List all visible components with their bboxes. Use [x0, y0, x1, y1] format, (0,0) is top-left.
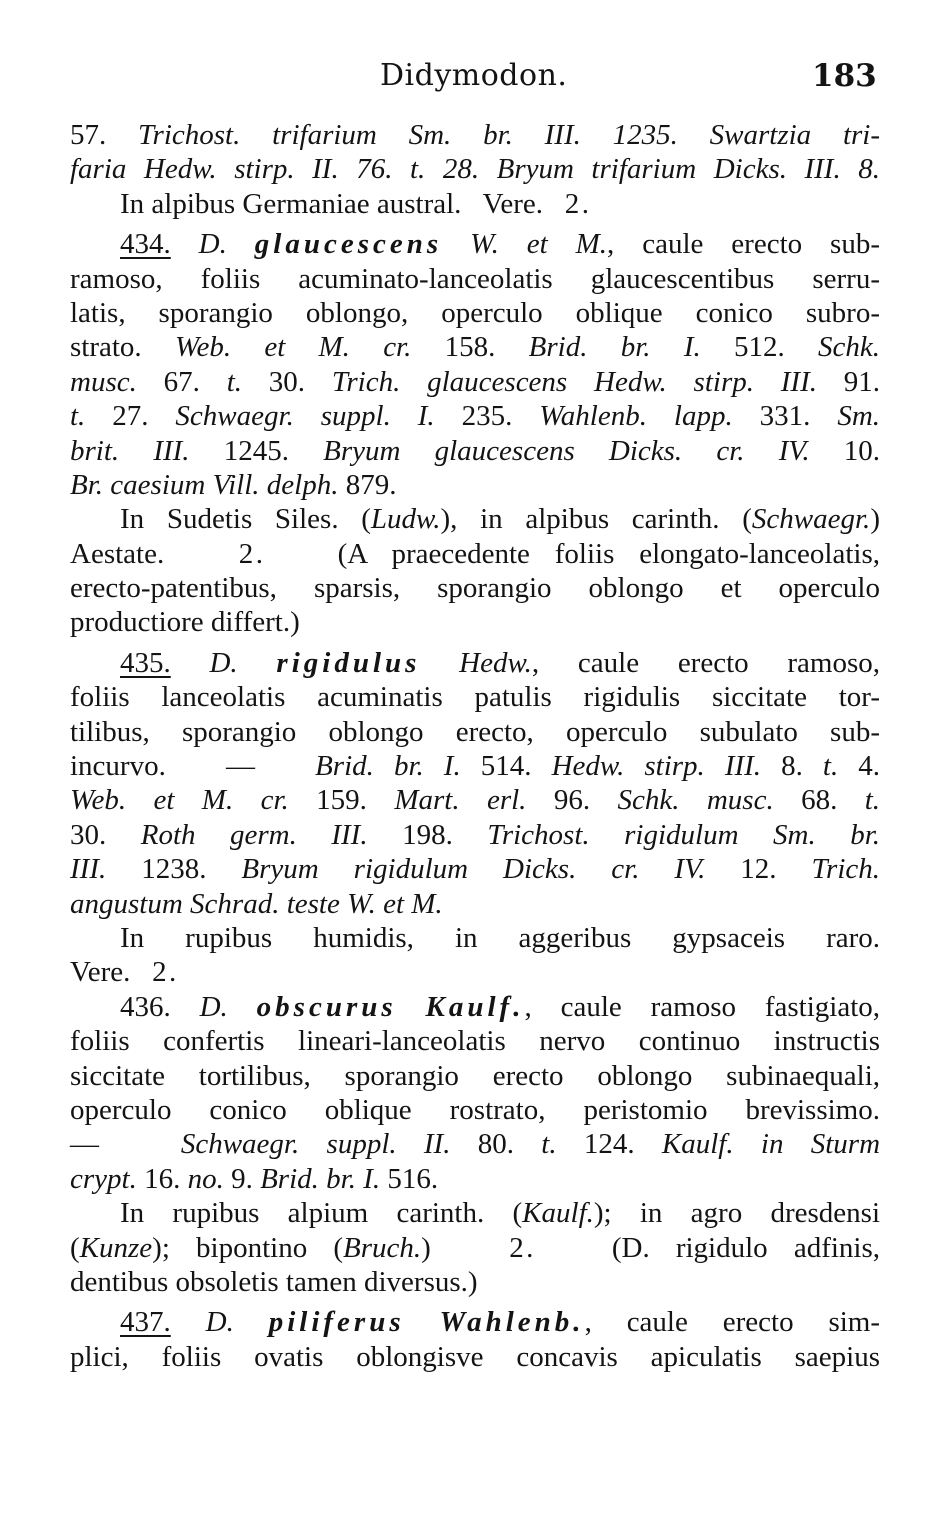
text-line: [70, 1093, 880, 1127]
italic-run: faria Hedw. stirp. II. 76. t. 28. Bryum trifarium Dicks. III. 8.: [70, 153, 880, 186]
text-run: 516.: [380, 1162, 439, 1195]
text-run: 30.: [70, 818, 141, 851]
text-run: erecto-patentibus, sparsis, sporangio oblongo et operculo: [70, 572, 880, 605]
italic-run: Hedw.: [459, 646, 532, 679]
text-run: productiore differt.): [70, 606, 300, 639]
text-line: [70, 1059, 880, 1093]
italic-run: Bruch.: [343, 1231, 422, 1264]
text-run: [228, 991, 257, 1023]
italic-run: Trichost. rigidulum Sm. br.: [487, 818, 881, 851]
text-run: ): [870, 503, 880, 536]
text-run: 514.: [460, 750, 552, 783]
text-line: [70, 680, 880, 714]
italic-run: Bryum glaucescens Dicks. cr. IV.: [323, 434, 810, 467]
text-run: , caule erecto ramoso,: [531, 646, 880, 679]
italic-run: Ludw.: [370, 503, 441, 536]
text-run: 80.: [450, 1128, 542, 1161]
text-line: [70, 365, 880, 399]
text-line: [70, 118, 880, 152]
text-line: [70, 749, 880, 783]
italic-run: no.: [187, 1162, 224, 1195]
text-run: dentibus obsoletis tamen diversus.): [70, 1265, 478, 1298]
text-line: [70, 330, 880, 364]
italic-run: Trich.: [811, 853, 880, 886]
text-run: 30.: [242, 365, 332, 398]
italic-run: Roth germ. III.: [140, 818, 368, 851]
text-line: [70, 1127, 880, 1161]
text-line: [70, 502, 880, 536]
text-run: ), in alpibus carinth. (: [440, 503, 752, 536]
text-line: [70, 1340, 880, 1374]
text-run: 158.: [411, 331, 529, 364]
text-run: Aestate. 2 . (A praecedente foliis elongato-lanceolatis,: [70, 537, 880, 570]
italic-run: W. et M.: [470, 228, 608, 261]
text-run: latis, sporangio oblongo, operculo oblique conico subro-: [70, 296, 880, 329]
text-line: [70, 1305, 880, 1339]
text-run: ); in agro dresdensi: [593, 1197, 880, 1230]
text-line: [70, 955, 880, 989]
italic-run: Trichost. trifarium Sm. br. III. 1235. Swartzia tri-: [138, 119, 880, 151]
text-run: ramoso, foliis acuminato-lanceolatis glaucescentibus serru-: [70, 262, 880, 295]
italic-run: Schwaegr. suppl. I.: [175, 400, 435, 433]
italic-run: Br. caesium Vill. delph.: [70, 468, 339, 501]
text-run: [442, 228, 470, 260]
text-run: 1238.: [106, 853, 242, 886]
italic-run: Hedw. stirp. III.: [551, 750, 762, 783]
text-run: 57.: [70, 119, 139, 151]
text-run: 437.: [120, 1306, 171, 1339]
text-run: 512.: [700, 331, 819, 364]
text-line: [70, 646, 880, 680]
text-line: [70, 1196, 880, 1230]
text-run: 198.: [367, 818, 488, 851]
italic-run: Sm.: [837, 400, 881, 433]
text-line: [70, 296, 880, 330]
text-run: [234, 1306, 269, 1338]
italic-run: Schk.: [818, 331, 881, 364]
italic-run: angustum Schrad. teste W. et M.: [70, 887, 443, 920]
text-run: In alpibus Germaniae austral. Vere. 2 .: [120, 187, 589, 220]
italic-run: D.: [198, 228, 227, 261]
text-run: 124.: [556, 1128, 662, 1161]
text-run: (: [70, 1231, 80, 1264]
text-line: [70, 399, 880, 433]
text-run: —: [70, 1128, 181, 1161]
text-run: In Sudetis Siles. (: [120, 503, 371, 536]
text-line: [70, 921, 880, 955]
text-line: [70, 187, 880, 221]
italic-run: Brid. br. I.: [315, 750, 461, 783]
text-line: [70, 990, 880, 1024]
italic-run: Web. et M. cr.: [174, 331, 412, 364]
text-run: [405, 1306, 440, 1338]
italic-run: Kaulf. in Sturm: [661, 1128, 881, 1161]
text-run: [171, 228, 199, 260]
text-run: 16.: [136, 1162, 188, 1195]
italic-run: t.: [226, 365, 242, 398]
text-line: [70, 887, 880, 921]
text-run: [420, 647, 459, 679]
text-run: 9.: [223, 1162, 261, 1195]
page-number: 183: [812, 58, 877, 94]
text-run: 1245.: [189, 434, 324, 467]
text-line: [70, 571, 880, 605]
text-run: 436.: [120, 990, 200, 1023]
italic-run: Trich. glaucescens Hedw. stirp. III.: [331, 365, 817, 398]
text-run: 10.: [809, 434, 881, 467]
italic-run: Mart. erl.: [394, 784, 527, 817]
italic-run: Bryum rigidulum Dicks. cr. IV.: [241, 853, 706, 886]
text-line: [70, 434, 880, 468]
text-run: , caule erecto sim-: [584, 1306, 880, 1339]
species-name: rigidulus: [276, 646, 421, 679]
italic-run: t.: [864, 784, 881, 817]
text-run: tilibus, sporangio oblongo erecto, operculo subulato sub-: [70, 715, 880, 748]
italic-run: Schwaegr.: [751, 503, 871, 536]
italic-run: Brid. br. I.: [528, 331, 701, 364]
text-line: [70, 152, 880, 186]
text-run: 91.: [816, 365, 881, 398]
italic-run: t.: [541, 1128, 557, 1161]
page-header: [0, 58, 930, 98]
text-run: strato.: [70, 331, 175, 364]
text-run: 27.: [85, 400, 176, 433]
text-run: In rupibus humidis, in aggeribus gypsaceis raro.: [120, 921, 880, 954]
italic-run: crypt.: [70, 1162, 137, 1195]
italic-run: D.: [209, 646, 238, 679]
text-line: [70, 715, 880, 749]
italic-run: Kaulf.: [522, 1197, 594, 1230]
text-line: [70, 468, 880, 502]
text-run: 8.: [761, 750, 823, 783]
italic-run: brit. III.: [70, 434, 190, 467]
italic-run: D.: [205, 1306, 234, 1339]
species-name: glaucescens: [254, 228, 443, 261]
italic-run: t.: [70, 400, 86, 433]
text-line: [70, 537, 880, 571]
text-run: siccitate tortilibus, sporangio erecto oblongo subinaequali,: [70, 1059, 880, 1092]
text-run: [171, 647, 210, 679]
text-run: 435.: [120, 646, 171, 679]
text-run: foliis confertis lineari-lanceolatis nervo continuo instructis: [70, 1025, 880, 1058]
text-line: [70, 227, 880, 261]
text-run: [227, 228, 255, 260]
text-run: plici, foliis ovatis oblongisve concavis apiculatis saepius: [70, 1340, 880, 1373]
text-run: 331.: [732, 400, 838, 433]
italic-run: Schwaegr. suppl. II.: [180, 1128, 451, 1161]
text-line: [70, 1265, 880, 1299]
text-run: 96.: [526, 784, 618, 817]
species-name: obscurus: [256, 990, 397, 1023]
body-text: [70, 118, 880, 1374]
text-run: 67.: [136, 365, 227, 398]
text-run: 879.: [338, 468, 397, 501]
italic-run: Kunze: [79, 1231, 153, 1264]
text-run: foliis lanceolatis acuminatis patulis rigidulis siccitate tor-: [70, 681, 880, 714]
italic-run: t.: [822, 750, 839, 783]
text-line: [70, 783, 880, 817]
text-run: 12.: [705, 853, 812, 886]
italic-run: D.: [199, 990, 228, 1023]
text-run: 434.: [120, 228, 171, 261]
text-run: [238, 647, 277, 679]
text-run: 235.: [434, 400, 540, 433]
text-run: ) 2 . (D. rigidulo adfinis,: [421, 1231, 881, 1264]
species-name: piliferus: [268, 1306, 405, 1339]
italic-run: Schk. musc.: [617, 784, 774, 817]
italic-run: III.: [70, 853, 107, 886]
text-run: , caule erecto sub-: [607, 228, 880, 261]
text-line: [70, 1231, 880, 1265]
text-run: ); bipontino (: [152, 1231, 344, 1264]
text-run: [397, 991, 426, 1023]
text-run: , caule ramoso fastigiato,: [524, 990, 880, 1023]
text-run: 68.: [773, 784, 865, 817]
text-run: Vere. 2 .: [70, 956, 177, 989]
text-line: [70, 852, 880, 886]
species-name: Wahlenb.: [439, 1306, 585, 1339]
running-title: Didymodon.: [380, 58, 568, 93]
text-line: [70, 1024, 880, 1058]
species-name: Kaulf.: [425, 990, 525, 1023]
text-line: [70, 1162, 880, 1196]
text-run: incurvo. —: [70, 750, 316, 783]
italic-run: Web. et M. cr.: [70, 784, 289, 817]
text-line: [70, 262, 880, 296]
italic-run: musc.: [70, 365, 137, 398]
text-run: [171, 1306, 206, 1338]
text-run: In rupibus alpium carinth. (: [120, 1197, 523, 1230]
italic-run: Wahlenb. lapp.: [539, 400, 733, 433]
text-run: 4.: [838, 750, 881, 783]
text-line: [70, 605, 880, 639]
text-run: 159.: [288, 784, 395, 817]
italic-run: Brid. br. I.: [260, 1162, 381, 1195]
text-line: [70, 818, 880, 852]
text-run: operculo conico oblique rostrato, peristomio brevissimo.: [70, 1093, 880, 1126]
